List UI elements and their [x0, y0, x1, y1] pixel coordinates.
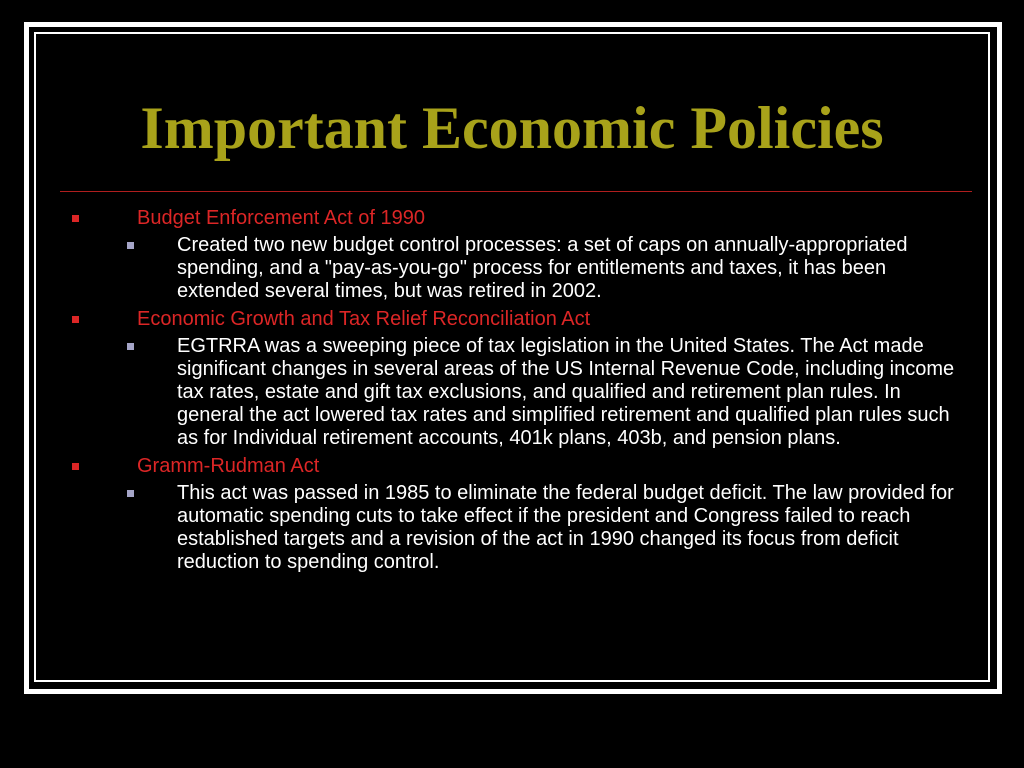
sub-bullet-egtrra: [60, 335, 970, 450]
square-bullet-icon: [72, 215, 79, 222]
bullet-heading: Gramm-Rudman Act: [137, 455, 320, 477]
slide-title: Important Economic Policies: [140, 95, 884, 161]
bullet-heading: Budget Enforcement Act of 1990: [137, 207, 425, 229]
square-sub-bullet-icon: [127, 343, 134, 350]
square-bullet-icon: [72, 463, 79, 470]
slide-content: [60, 206, 970, 574]
title-divider: [60, 191, 972, 192]
bullet-egtrra: [60, 307, 970, 332]
square-sub-bullet-icon: [127, 242, 134, 249]
square-bullet-icon: [72, 316, 79, 323]
sub-bullet-budget-enforcement-act: [60, 234, 970, 303]
bullet-detail: Created two new budget control processes: a set of caps on annually-appropriated spending, and a "pay-as-you-go" process for entitlements and taxes, it has been extended several times, but was retired in 2002.: [177, 234, 908, 302]
bullet-gramm-rudman-act: [60, 454, 970, 479]
square-sub-bullet-icon: [127, 490, 134, 497]
bullet-heading: Economic Growth and Tax Relief Reconciliation Act: [137, 308, 591, 330]
bullet-detail: This act was passed in 1985 to eliminate the federal budget deficit. The law provided for automatic spending cuts to take effect if the president and Congress failed to reach established targets and a revision of the act in 1990 changed its focus from deficit reduction to spending control.: [177, 482, 954, 573]
bullet-detail: EGTRRA was a sweeping piece of tax legislation in the United States. The Act made significant changes in several areas of the US Internal Revenue Code, including income tax rates, estate and gift tax exclusions, and qualified and retirement plan rules. In general the act lowered tax rates and simplified retirement and qualified plan rules such as for Individual retirement accounts, 401k plans, 403b, and pension plans.: [177, 335, 955, 449]
bullet-budget-enforcement-act: [60, 206, 970, 231]
sub-bullet-gramm-rudman-act: [60, 482, 970, 574]
